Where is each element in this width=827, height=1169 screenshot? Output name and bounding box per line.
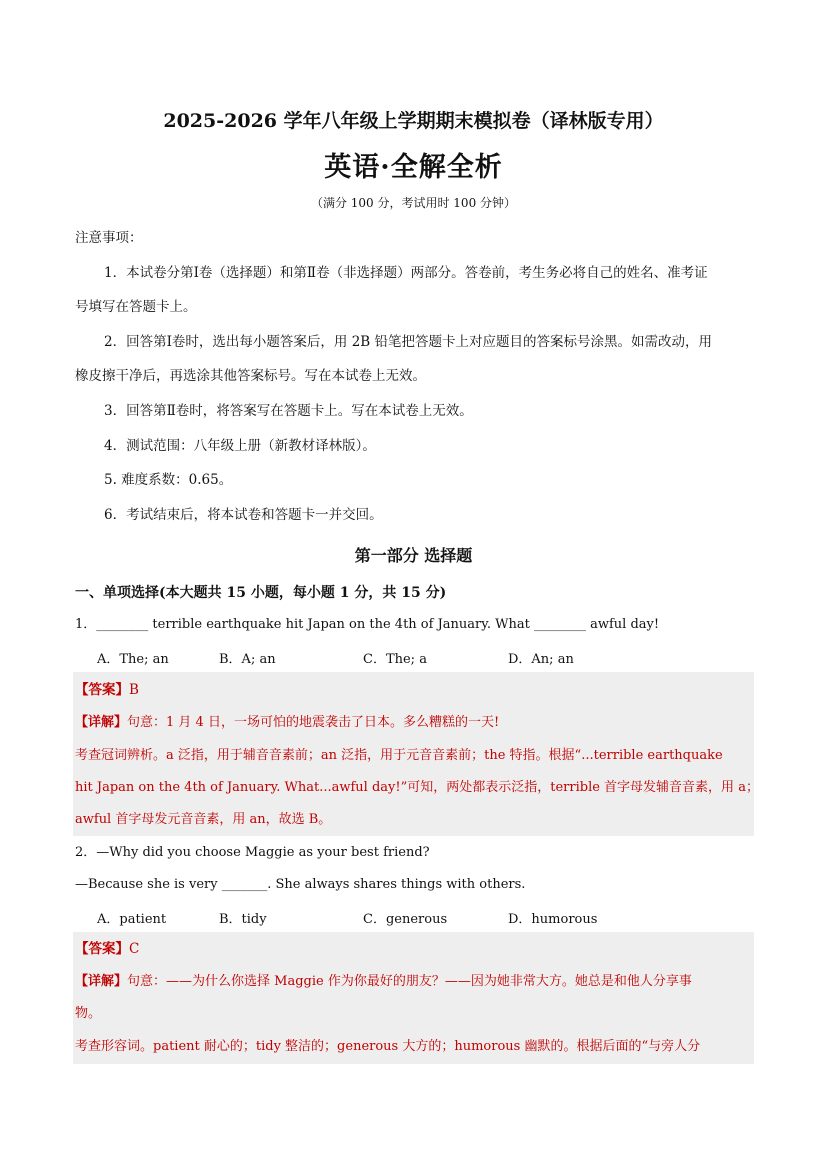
question-stem: 2．—Why did you choose Maggie as your best friend? <box>75 845 430 860</box>
answer-label: 【答案】 <box>75 941 129 957</box>
notice-item: 橡皮擦干净后，再选涂其他答案标号。写在本试卷上无效。 <box>75 368 426 384</box>
section-heading: 一、单项选择(本大题共 15 小题，每小题 1 分，共 15 分) <box>75 585 447 601</box>
notice-item: 6．考试结束后，将本试卷和答题卡一并交回。 <box>104 507 383 523</box>
detail-text: 考查冠词辨析。a 泛指，用于辅音音素前；an 泛指，用于元音音素前；the 特指。根据“...terrible earthquake <box>75 748 723 763</box>
question-stem: —Because she is very _______. She always shares things with others. <box>75 877 526 892</box>
option-b: B．tidy <box>219 912 267 927</box>
notice-item: 1．本试卷分第Ⅰ卷（选择题）和第Ⅱ卷（非选择题）两部分。答卷前，考生务必将自己的姓名、准考证 <box>104 265 708 281</box>
notice-item: 3．回答第Ⅱ卷时，将答案写在答题卡上。写在本试卷上无效。 <box>104 403 473 419</box>
option-a: A．patient <box>97 912 167 927</box>
option-d: D．humorous <box>508 912 598 927</box>
exam-title: 2025-2026 学年八年级上学期期末模拟卷（译林版专用） <box>163 110 664 132</box>
notice-item: 2．回答第Ⅰ卷时，选出每小题答案后，用 2B 铅笔把答题卡上对应题目的答案标号涂黑。如需改动，用 <box>104 334 713 350</box>
option-b: B．A; an <box>219 652 276 667</box>
option-c: C．generous <box>363 912 448 927</box>
detail-label: 【详解】 <box>75 974 128 989</box>
option-c: C．The; a <box>363 652 427 667</box>
detail-text: hit Japan on the 4th of January. What...awful day!”可知，两处都表示泛指，terrible 首字母发辅音音素，用 a； <box>75 780 759 795</box>
notice-item: 号填写在答题卡上。 <box>75 299 197 315</box>
answer-line <box>75 939 139 959</box>
option-a: A．The; an <box>97 652 169 667</box>
detail-text: 句意：——为什么你选择 Maggie 作为你最好的朋友？——因为她非常大方。她总是和他人分享事 <box>127 974 692 989</box>
detail-line <box>75 713 499 733</box>
detail-text: 句意：1 月 4 日，一场可怕的地震袭击了日本。多么糟糕的一天! <box>127 715 500 730</box>
notice-label: 注意事项： <box>75 230 143 246</box>
answer-box <box>73 932 754 1064</box>
detail-line <box>75 972 692 992</box>
option-d: D．An; an <box>508 652 574 667</box>
detail-text: 物。 <box>75 1006 102 1021</box>
detail-text: awful 首字母发元音音素，用 an，故选 B。 <box>75 812 332 827</box>
answer-line <box>75 680 139 700</box>
answer-value: B <box>129 682 139 698</box>
notice-item: 5. 难度系数：0.65。 <box>104 472 233 488</box>
question-stem: 1．________ terrible earthquake hit Japan on the 4th of January. What ________ awful day! <box>75 617 660 632</box>
detail-text: 考查形容词。patient 耐心的；tidy 整洁的；generous 大方的；humorous 幽默的。根据后面的“与旁人分 <box>75 1039 701 1054</box>
answer-label: 【答案】 <box>75 682 129 698</box>
part-heading: 第一部分 选择题 <box>354 546 473 565</box>
exam-subtitle: 英语·全解全析 <box>324 152 503 183</box>
answer-box <box>73 672 759 836</box>
detail-label: 【详解】 <box>75 715 128 730</box>
notice-item: 4．测试范围：八年级上册（新教材译林版）。 <box>104 438 376 454</box>
exam-note: （满分 100 分，考试用时 100 分钟） <box>310 196 517 210</box>
answer-value: C <box>129 941 140 957</box>
